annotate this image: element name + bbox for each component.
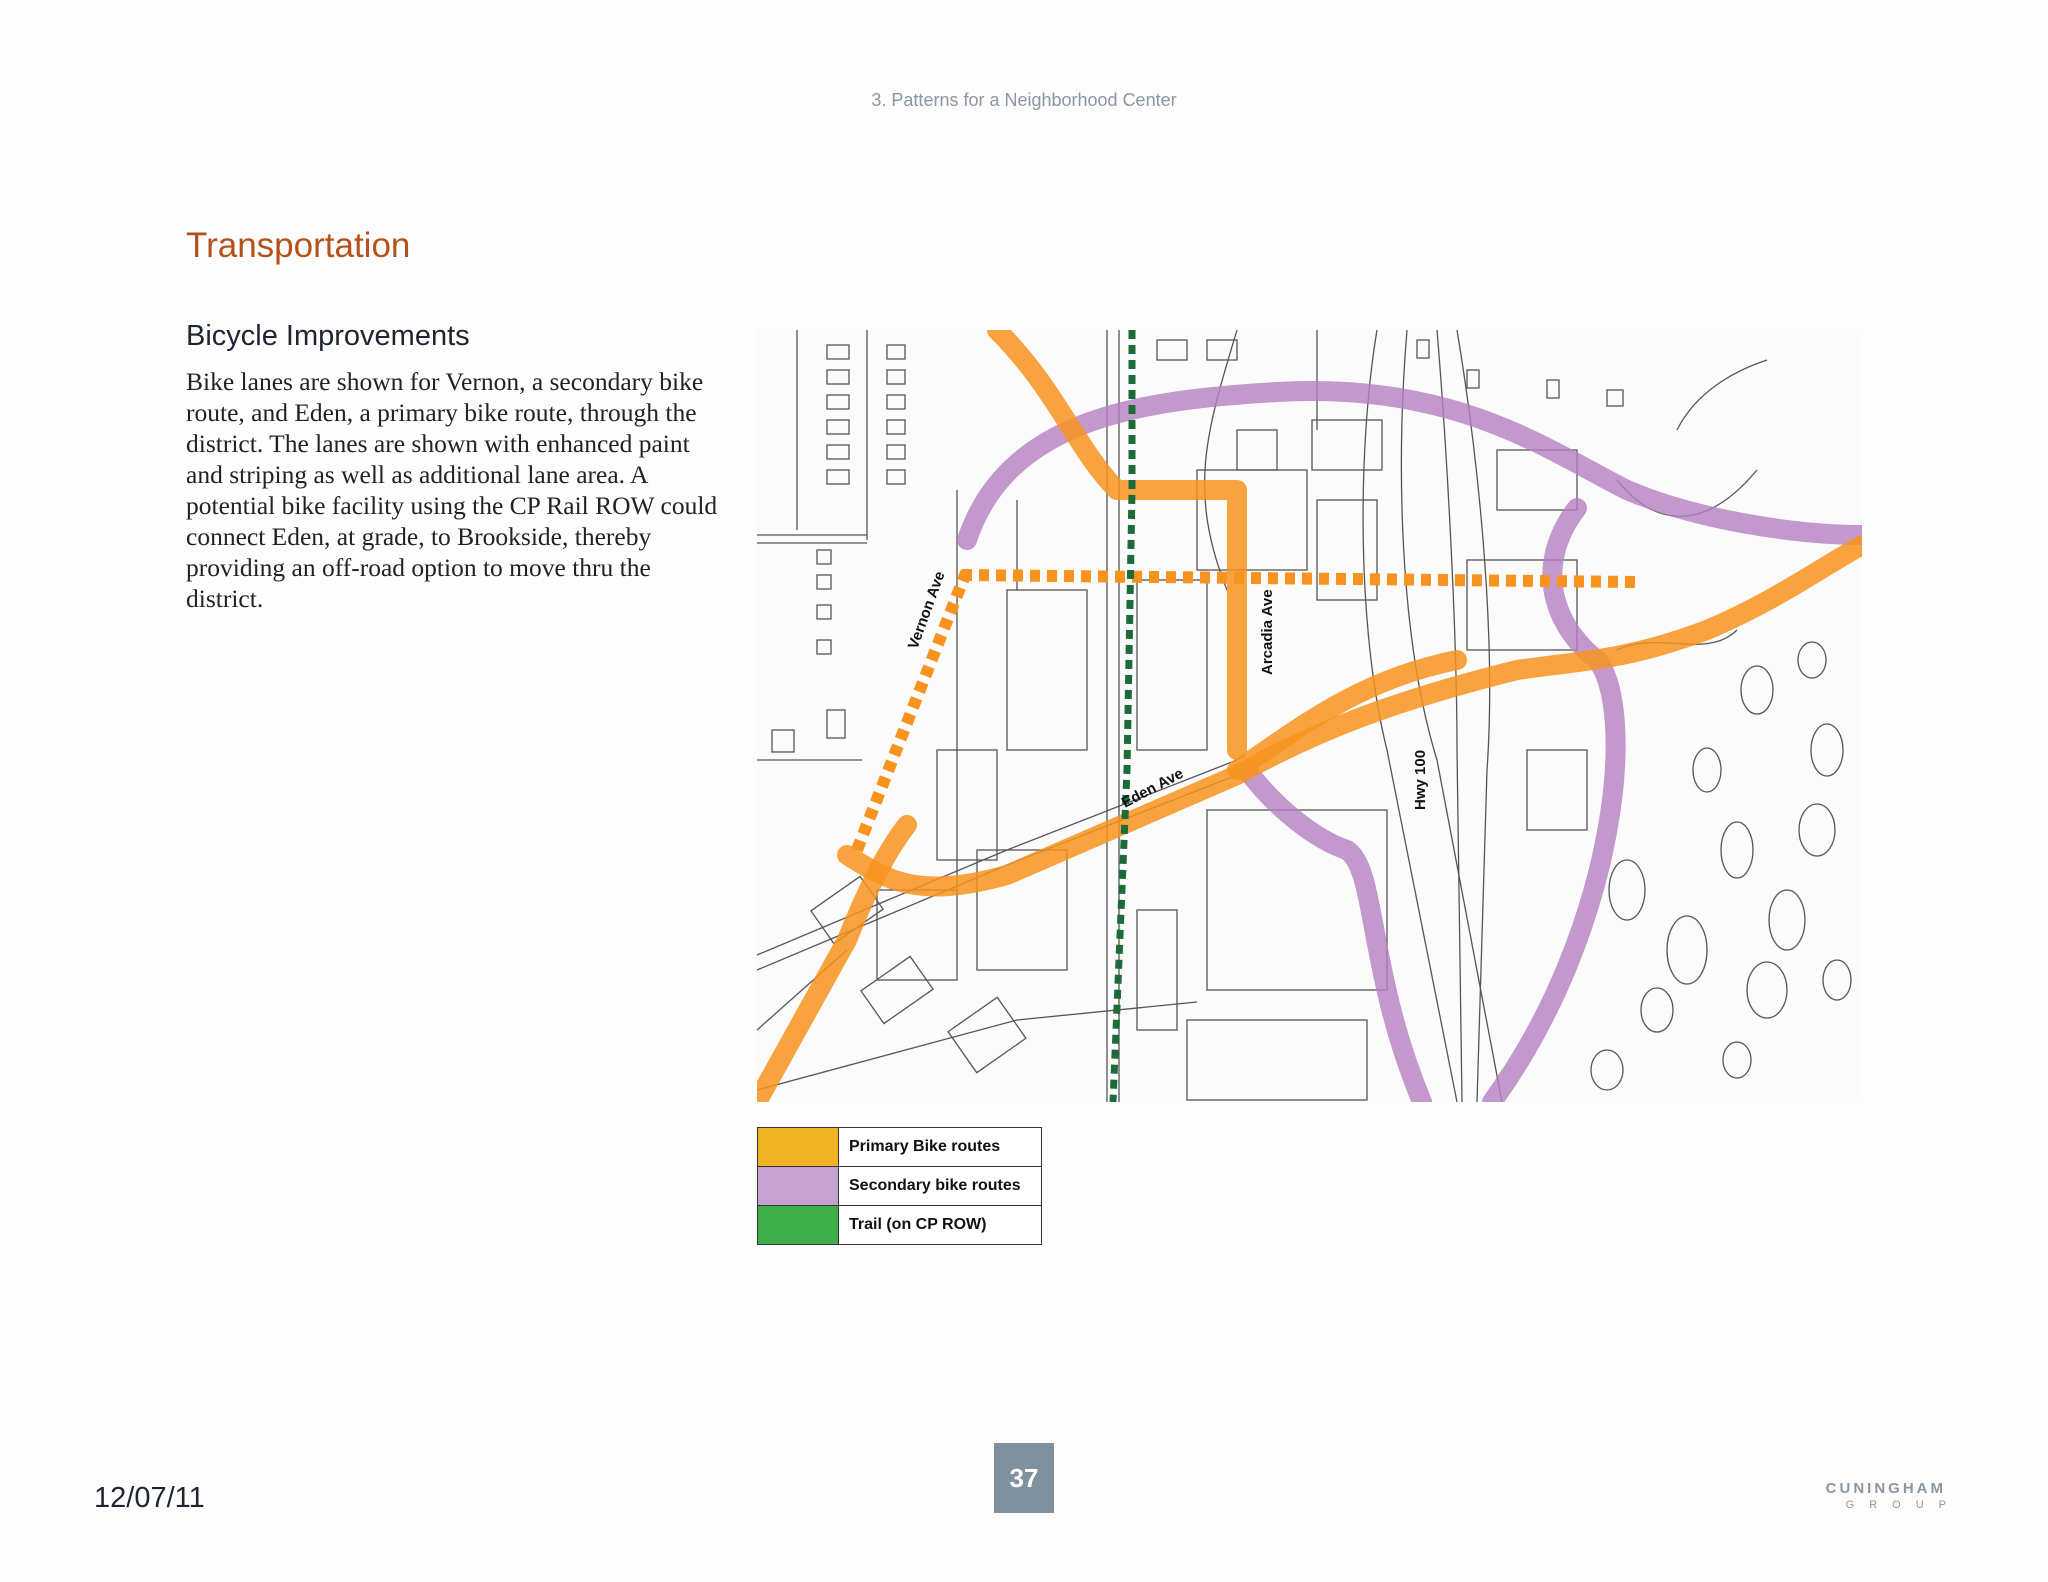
legend-swatch-trail: [758, 1206, 839, 1244]
company-logo: [1820, 1480, 1961, 1511]
page-number: 37: [994, 1443, 1054, 1513]
legend-label-primary: Primary Bike routes: [849, 1138, 1001, 1155]
legend-swatch-primary: [758, 1128, 839, 1166]
trail-route: [1113, 330, 1132, 1102]
legend-item-trail: [758, 1206, 1041, 1244]
legend-item-primary: [758, 1128, 1041, 1167]
label-vernon-ave: Vernon Ave: [904, 569, 949, 652]
footer-date: 12/07/11: [94, 1482, 205, 1514]
legend-item-secondary: [758, 1167, 1041, 1206]
legend-label-trail: Trail (on CP ROW): [849, 1216, 987, 1233]
label-arcadia-ave: Arcadia Ave: [1259, 589, 1276, 675]
map-legend: [757, 1127, 1042, 1245]
legend-swatch-secondary: [758, 1167, 839, 1205]
bike-route-map: [757, 330, 1862, 1102]
subheading: Bicycle Improvements: [186, 320, 470, 352]
logo-bottom-text: GROUP: [1845, 1499, 1961, 1511]
body-paragraph: Bike lanes are shown for Vernon, a secondary bike route, and Eden, a primary bike route, through the district. The lanes are shown with enhanced paint and striping as well as additional lane area. A potential bike facility using the CP Rail ROW could connect Eden, at grade, to Brookside, thereby providing an off-road option to move thru the district.: [186, 367, 718, 613]
logo-top-text: CUNINGHAM: [1825, 1480, 1946, 1497]
primary-routes: [757, 330, 1862, 1102]
label-eden-ave: Eden Ave: [1118, 764, 1187, 812]
label-hwy-100: Hwy 100: [1412, 749, 1429, 810]
section-title: Transportation: [186, 226, 411, 265]
legend-label-secondary: Secondary bike routes: [849, 1177, 1021, 1194]
running-head: 3. Patterns for a Neighborhood Center: [871, 90, 1177, 110]
